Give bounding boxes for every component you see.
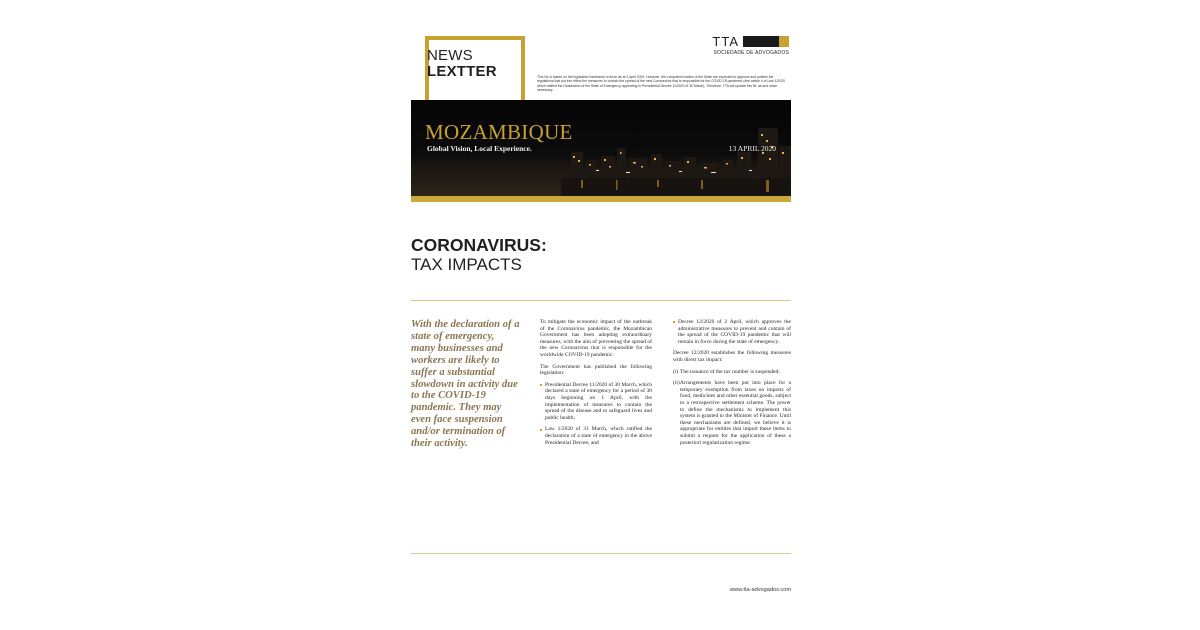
legislation-list [540, 382, 652, 446]
article-column-middle [540, 319, 652, 451]
headline-subtitle: TAX IMPACTS [411, 255, 522, 274]
list-number: (i) [673, 368, 679, 375]
list-item [673, 369, 791, 376]
list-item: Presidential Decree 11/2020 of 30 March, which declared a state of emergency for a period of 30 days beginning on 1 April, with the implementation of measures to contain the spread of the disease and to safeguard lives and public health; [540, 382, 652, 422]
firm-logo-bar [743, 36, 789, 47]
list-item [673, 380, 791, 446]
list-text: The issuance of the tax number is suspended; [680, 368, 780, 375]
pull-quote: With the declaration of a state of emergency, many businesses and workers are likely to suffer a substantial slowdown in activity due to the COVID-19 pandemic. They may even face suspension and/or termination of their activity. [411, 319, 520, 450]
divider-bottom [411, 553, 791, 554]
tagline: Global Vision, Local Experience. [427, 144, 532, 153]
firm-subtitle: SOCIEDADE DE ADVOGADOS [713, 50, 789, 56]
firm-name: TTA [712, 34, 739, 49]
tax-measures-list [673, 369, 791, 447]
list-item: Decree 12/2020 of 2 April, which approves the administrative measures to prevent and contain of the spread of the COVID-19 pandemic that will remain in force during the state of emergency. [673, 319, 791, 345]
paragraph: To mitigate the economic impact of the outbreak of the Coronavirus pandemic, the Mozambican Government has been adopting extraordinary measures, with the aim of preventing the spread of the new Coronavirus that is responsible for the worldwide COVID-19 pandemic. [540, 319, 652, 358]
list-text: Arrangements have been put into place for a temporary exemption from taxes on imports of food, medicines and other essential goods, subject to a retrospective settlement scheme. The power to define the mechanisms to implement this system is granted to the Minister of Finance. Until these mechanisms are defined, we believe it is appropriate for entities that import these items to submit a request for the application of these a posteriori regularization regime. [680, 380, 791, 446]
firm-brand [689, 34, 789, 56]
paragraph: Decree 12/2020 establishes the following measures with direct tax impact: [673, 350, 791, 363]
list-number: (ii) [673, 380, 680, 387]
headline-title: CORONAVIRUS: [411, 235, 547, 255]
divider-top [411, 300, 791, 301]
newsletter-logo [427, 48, 497, 80]
issue-date: 13 APRIL 2020 [728, 144, 776, 153]
newsletter-page [411, 32, 791, 602]
logo-line-news: NEWS [427, 47, 473, 64]
article-headline [411, 235, 547, 275]
disclaimer-text: This NL is based on the legislative framework in force as at 2 April 2020. However, the competent bodies of the State are expected to approve and publish the regulations that put into effect the measures to contain the spread of the new Coronavirus that is responsible for the COVID-19 pandemic (see article 4 of Law 1/2020 which ratified the Declaration of the State of Emergency, appearing in Presidential Decree 11/2020 of 30 March). Therefore, TTA will update this NL as and when necessary. [537, 75, 785, 93]
article-column-right [673, 319, 791, 451]
legislation-list-continued [673, 319, 791, 345]
country-title: MOZAMBIQUE [425, 120, 573, 144]
logo-line-lextter: LEXTTER [427, 63, 497, 80]
list-item: Law 1/2020 of 31 March, which ratified the declaration of a state of emergency in the above Presidential Decree; and [540, 426, 652, 446]
website-link[interactable]: www.tta-advogados.com [730, 587, 791, 593]
paragraph: The Government has published the following legislation: [540, 363, 652, 377]
gold-band [411, 196, 791, 202]
